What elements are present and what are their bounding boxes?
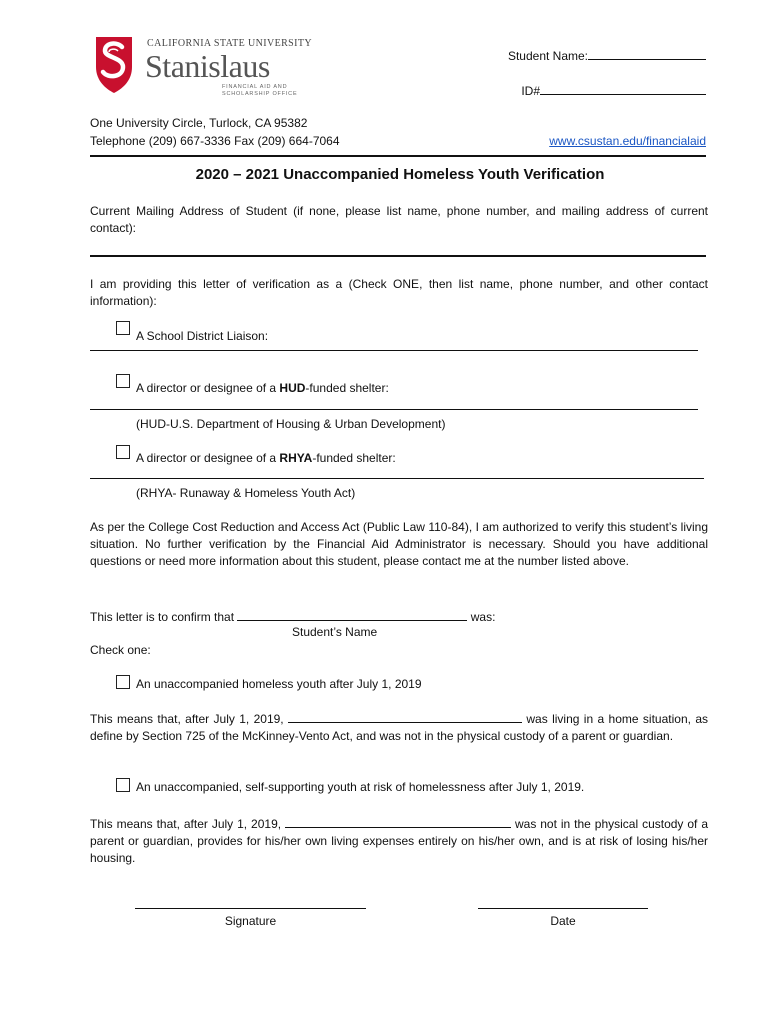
address-line-1: One University Circle, Turlock, CA 95382: [90, 116, 308, 130]
date-label: Date: [550, 914, 576, 928]
hud-note: (HUD-U.S. Department of Housing & Urban Development): [136, 417, 446, 431]
date-line[interactable]: [478, 908, 648, 909]
rhya-shelter-line[interactable]: [90, 477, 704, 479]
university-shield-logo: [92, 33, 136, 95]
students-name-caption: Student’s Name: [292, 625, 378, 639]
confirm-line: This letter is to confirm that was:: [90, 610, 496, 624]
school-liaison-label: A School District Liaison:: [136, 329, 269, 343]
logo-office-line2: SCHOLARSHIP OFFICE: [222, 91, 298, 97]
student-name-blank[interactable]: [237, 608, 467, 621]
header-divider: [90, 155, 706, 157]
homeless-youth-explanation: This means that, after July 1, 2019, was living in a home situation, as define by Section 725 of the McKinney-Vento Act, and was not in the physical custody of a parent or guardian.: [90, 712, 708, 743]
rhya-shelter-checkbox[interactable]: [116, 445, 130, 459]
check-one-label: Check one:: [90, 643, 151, 657]
at-risk-youth-explanation: This means that, after July 1, 2019, was not in the physical custody of a parent or guardian, provides for his/her own living expenses entirely on his/her own, and is at risk of losing his/her housing.: [90, 817, 709, 865]
logo-office-line1: FINANCIAL AID AND: [222, 84, 288, 90]
rhya-shelter-label: A director or designee of a RHYA-funded shelter:: [136, 451, 396, 465]
address-line-2: Telephone (209) 667-3336 Fax (209) 664-7064: [90, 134, 340, 148]
logo-university-text: CALIFORNIA STATE UNIVERSITY: [147, 38, 312, 49]
choice1-name-blank[interactable]: [288, 710, 522, 723]
mailing-address-prompt: Current Mailing Address of Student (if none, please list name, phone number, and mailing address of current contact):: [90, 204, 708, 235]
logo-name: Stanislaus: [145, 48, 270, 84]
id-row: [521, 82, 706, 98]
hud-shelter-checkbox[interactable]: [116, 374, 130, 388]
school-liaison-checkbox[interactable]: [116, 321, 130, 335]
verification-intro: I am providing this letter of verification as a (Check ONE, then list name, phone number, and other contact information):: [90, 277, 708, 308]
hud-shelter-line[interactable]: [90, 408, 698, 410]
student-name-field[interactable]: [588, 47, 706, 60]
homeless-youth-checkbox[interactable]: [116, 675, 130, 689]
mailing-address-field[interactable]: [90, 255, 706, 257]
student-name-label: Student Name:: [507, 49, 588, 63]
page-title: 2020 – 2021 Unaccompanied Homeless Youth Verification: [195, 166, 605, 183]
rhya-note: (RHYA- Runaway & Homeless Youth Act): [136, 486, 356, 500]
choice2-name-blank[interactable]: [285, 815, 511, 828]
signature-line[interactable]: [135, 908, 366, 909]
student-name-row: [508, 47, 706, 63]
hud-shelter-label: A director or designee of a HUD-funded shelter:: [136, 381, 389, 395]
signature-label: Signature: [224, 914, 277, 928]
authorization-paragraph: As per the College Cost Reduction and Access Act (Public Law 110-84), I am authorized to verify this student’s living situation. No further verification by the Financial Aid Administrator is necessary. Should you have additional questions or need more information about this student, please contact me at the number listed above.: [90, 520, 708, 568]
at-risk-youth-checkbox[interactable]: [116, 778, 130, 792]
school-liaison-line[interactable]: [90, 349, 698, 351]
at-risk-youth-label: An unaccompanied, self-supporting youth at risk of homelessness after July 1, 2019.: [136, 780, 585, 794]
id-field[interactable]: [540, 82, 706, 95]
website-link[interactable]: www.csustan.edu/financialaid: [549, 134, 706, 148]
homeless-youth-label: An unaccompanied homeless youth after July 1, 2019: [136, 677, 422, 691]
id-label: ID#: [521, 84, 540, 98]
